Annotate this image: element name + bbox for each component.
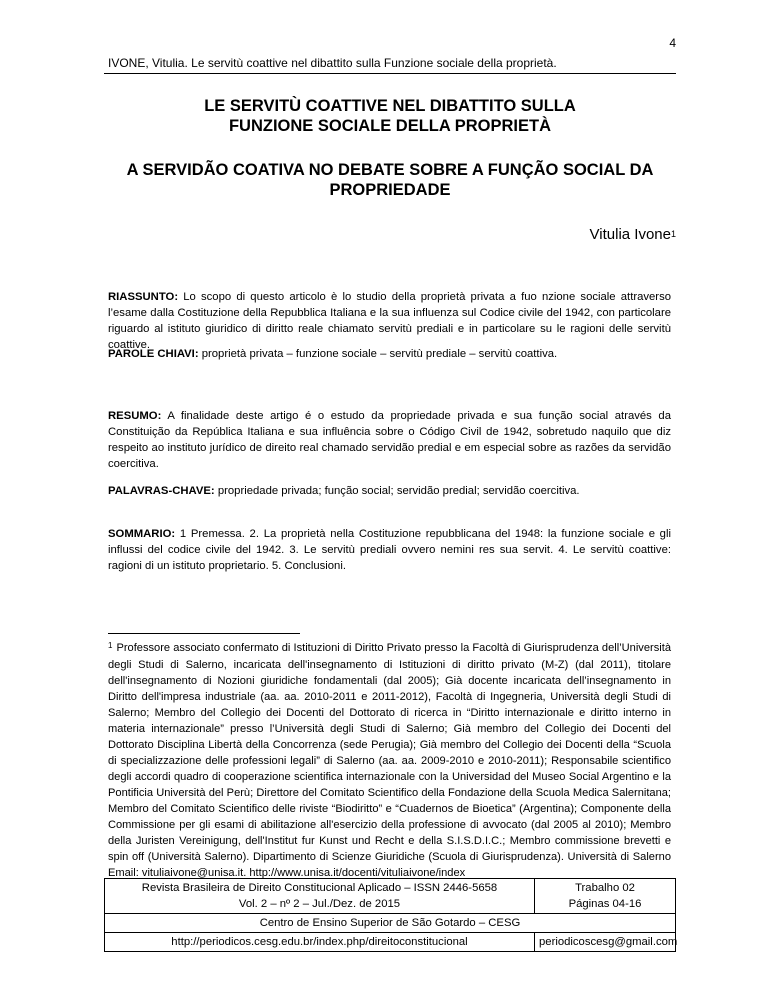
- footer-institution: Centro de Ensino Superior de São Gotardo – CESG: [259, 917, 521, 929]
- footer-row-contact: [105, 932, 678, 951]
- title-italian-line-1: LE SERVITÙ COATTIVE NEL DIBATTITO SULLA: [204, 97, 576, 115]
- footer-journal-line-2: Vol. 2 – nº 2 – Jul./Dez. de 2015: [238, 898, 401, 910]
- abstract-portuguese-text: A finalidade deste artigo é o estudo da propriedade privada e sua função social através da Constituição da República Italiana e sua influência sobre o Código Civil de 1942, sobretudo naquilo que diz respeito ao instituto jurídico de direito real chamado servidão predial e em especial sobre as razões da servidão coercitiva.: [108, 410, 671, 470]
- footer-row-institution: [105, 913, 675, 932]
- footer-row-journal: [105, 879, 675, 913]
- keywords-italian-label: PAROLE CHIAVI:: [108, 348, 199, 360]
- footer-work-cell: [534, 879, 675, 913]
- footnote-text: Professore associato confermato di Istituzioni di Diritto Privato presso la Facoltà di Giurisprudenza dell’Università degli Studi di Salerno, incaricata dell'insegnamento di Istituzioni di diritto privato (M-Z) (dal 2011), titolare dell'insegnamento di Nozioni giuridiche fondamentali (dal 2005); Già docente incaricata dell’insegnamento in Diritto dell'impresa industriale (aa. aa. 2010-2011 e 2011-2012), Facoltà di Ingegneria, Università degli Studi di Salerno; Membro del Collegio dei Docenti del Dottorato di ricerca in “Diritto internazionale e diritto interno in materia internazionale” presso l’Università degli Studi di Salerno; Già membro del Collegio dei Docenti del Dottorato Disciplina Libertà della Concorrenza (sede Perugia); Già membro del Collegio dei Docenti della “Scuola di specializzazione delle professioni legali” di Salerno (aa. aa. 2009-2010 e 2010-2011); Responsabile scientifico degli accordi quadro di cooperazione scientifica internazionale con la Universidad del Museo Social Argentino e la Pontificia Università del Perù; Direttore del Comitato Scientifico della Fondazione della Scuola Medica Salernitana; Membro del Comitato Scientifico delle riviste “Biodiritto” e “Cuadernos de Bioetica” (Argentina); Componente della Commissione per gli esami di abilitazione all'esercizio della professione di avvocato (dal 2005 al 2010); Membro della Juristen Vereinigung, dell'Institut fur Kunst und Recht e della S.I.S.D.I.C.; Membro commissione brevetti e spin off (Università Salerno). Dipartimento di Scienze Giuridiche (Scuola di Giurisprudenza). Università di Salerno Email: vituliaivone@unisa.it. http://www.unisa.it/docenti/vituliaivone/index: [108, 642, 671, 879]
- author-footnote-marker: 1: [670, 229, 676, 239]
- footnote: [108, 640, 671, 881]
- running-head: IVONE, Vitulia. Le servitù coattive nel dibattito sulla Funzione sociale della proprietà.: [108, 56, 557, 70]
- author-name: Vitulia Ivone: [589, 226, 671, 243]
- header-rule: [104, 73, 676, 74]
- summary-label: SOMMARIO:: [108, 528, 176, 540]
- footer-email: periodicoscesg@gmail.com: [534, 933, 675, 951]
- footnote-rule: [108, 633, 300, 634]
- keywords-portuguese: [108, 483, 671, 499]
- keywords-portuguese-label: PALAVRAS-CHAVE:: [108, 485, 215, 497]
- abstract-italian-text: Lo scopo di questo articolo è lo studio della proprietà privata a fuo nzione sociale attraverso l’esame dalla Costituzione della Repubblica Italiana e la sua influenza sul Codice civile del 1942, con particolare riguardo al istituto giuridico di diritto reale chiamato servitù prediali e in particolare su le ragioni delle servitù coattive.: [108, 291, 671, 351]
- footer-work-line-2: Páginas 04-16: [568, 898, 642, 910]
- abstract-portuguese-label: RESUMO:: [108, 410, 162, 422]
- footer-journal-cell: [105, 879, 534, 913]
- footer-journal-line-1: Revista Brasileira de Direito Constitucional Aplicado – ISSN 2446-5658: [141, 882, 498, 894]
- keywords-portuguese-text: propriedade privada; função social; servidão predial; servidão coercitiva.: [214, 485, 580, 497]
- keywords-italian: [108, 346, 671, 362]
- abstract-italian: [108, 289, 671, 353]
- keywords-italian-text: proprietà privata – funzione sociale – servitù prediale – servitù coattiva.: [198, 348, 558, 360]
- footer-url: http://periodicos.cesg.edu.br/index.php/direitoconstitucional: [171, 936, 468, 948]
- summary-text: 1 Premessa. 2. La proprietà nella Costituzione repubblicana del 1948: la funzione sociale e gli influssi del codice civile del 1942. 3. Le servitù prediali ovvero nemini res sua servit. 4. Le servitù coattive: ragioni di un istituto proprietario. 5. Conclusioni.: [108, 528, 671, 572]
- title-portuguese: [100, 160, 680, 200]
- title-portuguese-line-2: PROPRIEDADE: [329, 181, 451, 199]
- page-number: 4: [669, 36, 676, 50]
- author: [590, 226, 676, 243]
- footer-work-line-1: Trabalho 02: [575, 882, 635, 894]
- title-italian: [100, 96, 680, 136]
- footer-table: [104, 878, 676, 952]
- title-portuguese-line-1: A SERVIDÃO COATIVA NO DEBATE SOBRE A FUNÇÃO SOCIAL DA: [126, 161, 654, 179]
- abstract-portuguese: [108, 408, 671, 472]
- title-italian-line-2: FUNZIONE SOCIALE DELLA PROPRIETÀ: [228, 117, 552, 135]
- abstract-italian-label: RIASSUNTO:: [108, 291, 179, 303]
- summary: [108, 526, 671, 574]
- footnote-marker: 1: [108, 641, 113, 650]
